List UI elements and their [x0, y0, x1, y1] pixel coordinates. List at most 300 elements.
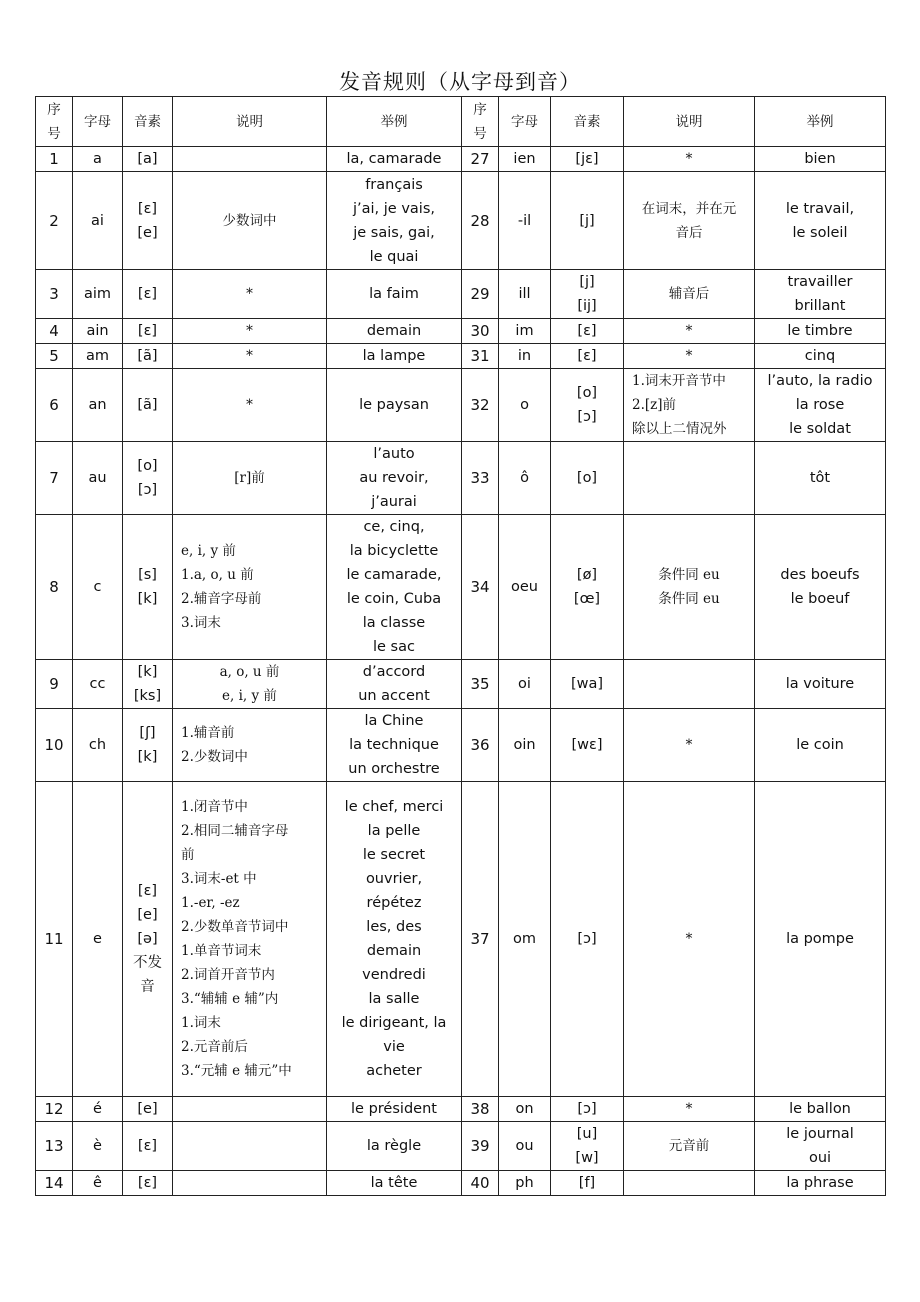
phoneme-cell [551, 369, 624, 442]
phoneme-cell-line: [ã] [137, 397, 158, 413]
table-row [36, 515, 886, 660]
table-row [36, 1171, 886, 1196]
header-phoneme-right: 音素 [551, 97, 624, 147]
phoneme-cell-line: [e] [137, 224, 158, 241]
note-cell [624, 319, 755, 344]
phoneme-cell-line: [o] [576, 385, 598, 401]
note-cell-line: 音后 [675, 224, 703, 241]
examples-cell-line: la lampe [362, 348, 426, 364]
examples-cell-line: ouvrier, [365, 871, 423, 887]
letter-cell: in [499, 344, 551, 369]
letter-cell: on [499, 1097, 551, 1122]
examples-cell-line: le sac [373, 639, 415, 655]
phoneme-cell-line: [w] [575, 1150, 599, 1166]
note-cell [173, 344, 327, 369]
row-number: 29 [462, 270, 499, 319]
phoneme-cell-line: [ks] [133, 688, 162, 704]
pronunciation-table [35, 96, 886, 1196]
examples-cell-line: je sais, gai, [353, 224, 435, 241]
examples-cell-line: la rose [795, 397, 845, 413]
table-row [36, 1097, 886, 1122]
examples-cell-line: travailler [787, 274, 853, 290]
row-number: 37 [462, 782, 499, 1097]
phoneme-cell [551, 172, 624, 270]
examples-cell [755, 319, 886, 344]
examples-cell-line: le secret [362, 847, 426, 863]
note-cell-line: 2.辅音字母前 [181, 591, 262, 607]
note-cell-line: [r]前 [234, 470, 265, 486]
examples-cell-line: bien [804, 151, 836, 167]
examples-cell [755, 1122, 886, 1171]
examples-cell-line: d’accord [362, 664, 426, 680]
row-number: 33 [462, 442, 499, 515]
header-letter-right: 字母 [499, 97, 551, 147]
row-number: 31 [462, 344, 499, 369]
note-cell [173, 1122, 327, 1171]
phoneme-cell-line: [j] [579, 274, 595, 290]
note-cell-line: 1.-er, -ez [181, 895, 240, 911]
phoneme-cell [123, 660, 173, 709]
note-cell-line: * [685, 931, 693, 947]
examples-cell [327, 1171, 462, 1196]
phoneme-cell-line: [ɔ] [577, 409, 597, 425]
table-row [36, 344, 886, 369]
note-cell [173, 660, 327, 709]
row-number: 38 [462, 1097, 499, 1122]
examples-cell-line: le paysan [359, 397, 429, 413]
note-cell-line: * [685, 1101, 693, 1117]
note-cell [624, 660, 755, 709]
letter-cell: ain [73, 319, 123, 344]
phoneme-cell-line: [e] [137, 1101, 158, 1117]
table-row [36, 442, 886, 515]
phoneme-cell [551, 709, 624, 782]
phoneme-cell [551, 660, 624, 709]
phoneme-cell-line: [jɛ] [575, 151, 599, 167]
note-cell-line: 2.少数词中 [181, 749, 248, 765]
phoneme-cell-line: [e] [137, 907, 158, 923]
note-cell [624, 1097, 755, 1122]
phoneme-cell-line: [o] [576, 470, 598, 486]
phoneme-cell-line: [ɛ] [137, 200, 158, 217]
note-cell-line: 元音前 [668, 1138, 710, 1154]
examples-cell-line: la voiture [785, 676, 855, 692]
row-number: 1 [36, 147, 73, 172]
letter-cell: oi [499, 660, 551, 709]
note-cell [173, 270, 327, 319]
examples-cell [327, 270, 462, 319]
row-number: 36 [462, 709, 499, 782]
examples-cell-line: le camarade, [346, 567, 442, 583]
note-cell [624, 344, 755, 369]
phoneme-cell-line: [ɔ] [137, 482, 158, 498]
phoneme-cell-line: [ɛ] [137, 286, 158, 302]
examples-cell-line: oui [808, 1150, 832, 1166]
note-cell [624, 515, 755, 660]
letter-cell: ien [499, 147, 551, 172]
note-cell [173, 515, 327, 660]
row-number: 34 [462, 515, 499, 660]
note-cell [624, 270, 755, 319]
header-note-right: 说明 [624, 97, 755, 147]
phoneme-cell [123, 319, 173, 344]
examples-cell-line: la tête [370, 1175, 418, 1191]
row-number: 6 [36, 369, 73, 442]
phoneme-cell [123, 1171, 173, 1196]
row-number: 27 [462, 147, 499, 172]
letter-cell: ill [499, 270, 551, 319]
phoneme-cell [123, 147, 173, 172]
examples-cell [755, 344, 886, 369]
row-number: 32 [462, 369, 499, 442]
examples-cell-line: un orchestre [348, 761, 440, 777]
phoneme-cell [123, 369, 173, 442]
examples-cell [327, 660, 462, 709]
note-cell-line: a, o, u 前 [219, 664, 280, 680]
letter-cell: om [499, 782, 551, 1097]
header-phoneme-left: 音素 [123, 97, 173, 147]
examples-cell-line: acheter [366, 1063, 422, 1079]
examples-cell-line: demain [366, 943, 422, 959]
letter-cell: è [73, 1122, 123, 1171]
examples-cell-line: le coin, Cuba [346, 591, 442, 607]
header-examples-left: 举例 [327, 97, 462, 147]
row-number: 14 [36, 1171, 73, 1196]
letter-cell: ph [499, 1171, 551, 1196]
examples-cell [755, 369, 886, 442]
examples-cell-line: la faim [369, 286, 419, 302]
phoneme-cell-line: [k] [137, 664, 158, 680]
examples-cell-line: la Chine [364, 713, 424, 729]
examples-cell-line: le boeuf [790, 591, 850, 607]
phoneme-cell [123, 1122, 173, 1171]
examples-cell [755, 515, 886, 660]
phoneme-cell-line: 不发 [133, 955, 162, 971]
examples-cell-line: demain [366, 323, 422, 339]
examples-cell-line: la technique [349, 737, 439, 753]
note-cell-line: * [685, 737, 693, 753]
examples-cell-line: français [365, 176, 423, 193]
phoneme-cell-line: [ɛ] [137, 883, 158, 899]
phoneme-cell [123, 344, 173, 369]
note-cell [624, 709, 755, 782]
phoneme-cell [123, 782, 173, 1097]
letter-cell: oin [499, 709, 551, 782]
phoneme-cell-line: [ɔ] [577, 931, 597, 947]
letter-cell: ê [73, 1171, 123, 1196]
examples-cell-line: le président [351, 1101, 437, 1117]
phoneme-cell-line: [s] [138, 567, 157, 583]
phoneme-cell [123, 1097, 173, 1122]
examples-cell [755, 709, 886, 782]
examples-cell-line: des boeufs [780, 567, 860, 583]
note-cell-line: * [685, 323, 693, 339]
letter-cell: aim [73, 270, 123, 319]
phoneme-cell [551, 147, 624, 172]
note-cell-line: e, i, y 前 [181, 543, 236, 559]
note-cell-line: 少数词中 [222, 212, 277, 229]
examples-cell-line: la salle [368, 991, 420, 1007]
phoneme-cell-line: [u] [576, 1126, 598, 1142]
header-note-left: 说明 [173, 97, 327, 147]
phoneme-cell-line: [ɛ] [577, 348, 597, 364]
note-cell [173, 172, 327, 270]
phoneme-cell-line: [wa] [570, 676, 604, 692]
phoneme-cell-line: [k] [137, 591, 158, 607]
letter-cell: o [499, 369, 551, 442]
letter-cell: an [73, 369, 123, 442]
examples-cell-line: le chef, merci [344, 799, 444, 815]
phoneme-cell-line: [o] [137, 458, 158, 474]
phoneme-cell-line: [k] [137, 749, 158, 765]
letter-cell: é [73, 1097, 123, 1122]
row-number: 5 [36, 344, 73, 369]
examples-cell-line: répétez [366, 895, 422, 911]
examples-cell-line: la, camarade [346, 151, 442, 167]
note-cell-line: 3.“元辅 e 辅元”中 [181, 1063, 292, 1079]
note-cell-line: 3.词末-et 中 [181, 871, 257, 887]
phoneme-cell [551, 515, 624, 660]
note-cell-line: 1.词末 [181, 1015, 221, 1031]
phoneme-cell [123, 270, 173, 319]
phoneme-cell-line: [j] [579, 212, 595, 229]
note-cell [173, 1097, 327, 1122]
examples-cell [327, 1122, 462, 1171]
note-cell-line: 1.闭音节中 [181, 799, 248, 815]
note-cell-line: 2.元音前后 [181, 1039, 248, 1055]
examples-cell-line: la bicyclette [349, 543, 439, 559]
table-row [36, 660, 886, 709]
examples-cell-line: le journal [786, 1126, 854, 1142]
header-char: 序 [47, 101, 61, 118]
note-cell [624, 369, 755, 442]
examples-cell-line: les, des [366, 919, 422, 935]
examples-cell [327, 172, 462, 270]
header-row [36, 97, 886, 147]
note-cell-line: 条件同 eu [658, 591, 720, 607]
examples-cell [755, 442, 886, 515]
examples-cell [755, 147, 886, 172]
examples-cell [755, 270, 886, 319]
examples-cell-line: l’auto, la radio [767, 373, 873, 389]
examples-cell-line: le soleil [792, 224, 848, 241]
examples-cell-line: un accent [358, 688, 430, 704]
phoneme-cell-line: 音 [140, 979, 155, 995]
phoneme-cell [551, 319, 624, 344]
examples-cell-line: la phrase [786, 1175, 854, 1191]
examples-cell-line: le ballon [789, 1101, 851, 1117]
letter-cell: ai [73, 172, 123, 270]
note-cell-line: * [246, 397, 253, 413]
note-cell-line: 2.少数单音节词中 [181, 919, 289, 935]
letter-cell: ch [73, 709, 123, 782]
note-cell-line: 1.a, o, u 前 [181, 567, 254, 583]
note-cell [173, 442, 327, 515]
examples-cell-line: la pelle [367, 823, 421, 839]
note-cell-line: 2.词首开音节内 [181, 967, 275, 983]
examples-cell [755, 1171, 886, 1196]
note-cell [173, 1171, 327, 1196]
examples-cell-line: j’aurai [371, 494, 417, 510]
note-cell-line: * [685, 151, 693, 167]
examples-cell-line: j’ai, je vais, [353, 200, 435, 217]
phoneme-cell-line: [ɛ] [577, 323, 597, 339]
examples-cell [327, 442, 462, 515]
table-row [36, 1122, 886, 1171]
examples-cell [327, 369, 462, 442]
letter-cell: -il [499, 172, 551, 270]
examples-cell [327, 344, 462, 369]
examples-cell [755, 172, 886, 270]
note-cell-line: 1.单音节词末 [181, 943, 262, 959]
phoneme-cell-line: [ij] [577, 298, 597, 314]
phoneme-cell-line: [f] [578, 1175, 596, 1191]
phoneme-cell-line: [ə] [137, 931, 158, 947]
row-number: 3 [36, 270, 73, 319]
table-row [36, 319, 886, 344]
letter-cell: ô [499, 442, 551, 515]
note-cell-line: 条件同 eu [658, 567, 720, 583]
note-cell [624, 147, 755, 172]
phoneme-cell [123, 172, 173, 270]
examples-cell-line: le coin [796, 737, 844, 753]
table-row [36, 369, 886, 442]
phoneme-cell-line: [ɛ] [137, 1175, 158, 1191]
note-cell-line: 2.相同二辅音字母 [181, 823, 289, 839]
table-row [36, 709, 886, 782]
note-cell [624, 1122, 755, 1171]
examples-cell-line: la classe [362, 615, 426, 631]
table-row [36, 172, 886, 270]
note-cell [624, 782, 755, 1097]
letter-cell: ou [499, 1122, 551, 1171]
phoneme-cell [551, 270, 624, 319]
examples-cell [327, 319, 462, 344]
phoneme-cell-line: [ɛ] [137, 323, 158, 339]
examples-cell [755, 660, 886, 709]
examples-cell-line: au revoir, [359, 470, 429, 486]
letter-cell: oeu [499, 515, 551, 660]
row-number: 9 [36, 660, 73, 709]
note-cell [173, 782, 327, 1097]
phoneme-cell-line: [ø] [576, 567, 598, 583]
letter-cell: c [73, 515, 123, 660]
examples-cell-line: brillant [794, 298, 846, 314]
note-cell-line: 除以上二情况外 [632, 421, 727, 437]
phoneme-cell-line: [ɔ] [577, 1101, 597, 1117]
phoneme-cell-line: [ɛ] [137, 1138, 158, 1154]
row-number: 40 [462, 1171, 499, 1196]
header-num-right [462, 97, 499, 147]
examples-cell-line: le dirigeant, la [341, 1015, 447, 1031]
phoneme-cell [123, 442, 173, 515]
examples-cell [327, 147, 462, 172]
row-number: 7 [36, 442, 73, 515]
examples-cell [755, 782, 886, 1097]
examples-cell-line: tôt [809, 470, 831, 486]
row-number: 28 [462, 172, 499, 270]
table-row [36, 147, 886, 172]
note-cell [173, 709, 327, 782]
note-cell-line: 辅音后 [668, 286, 710, 302]
phoneme-cell [551, 442, 624, 515]
note-cell-line: * [246, 286, 253, 302]
note-cell-line: 2.[z]前 [632, 397, 677, 413]
note-cell [173, 319, 327, 344]
phoneme-cell [123, 515, 173, 660]
examples-cell-line: le quai [369, 248, 419, 265]
examples-cell [327, 515, 462, 660]
header-char: 号 [473, 125, 487, 142]
examples-cell-line: le travail, [785, 200, 855, 217]
phoneme-cell [551, 782, 624, 1097]
note-cell-line: 3.词末 [181, 615, 221, 631]
examples-cell-line: le timbre [787, 323, 853, 339]
phoneme-cell [551, 1122, 624, 1171]
phoneme-cell-line: [ʃ] [139, 725, 156, 741]
phoneme-cell [551, 1171, 624, 1196]
note-cell-line: * [246, 323, 253, 339]
header-char: 号 [47, 125, 61, 142]
row-number: 12 [36, 1097, 73, 1122]
letter-cell: au [73, 442, 123, 515]
row-number: 39 [462, 1122, 499, 1171]
row-number: 10 [36, 709, 73, 782]
phoneme-cell [123, 709, 173, 782]
note-cell-line: 在词末，并在元 [641, 200, 737, 217]
note-cell-line: 前 [181, 847, 195, 863]
note-cell [173, 147, 327, 172]
note-cell [624, 1171, 755, 1196]
letter-cell: a [73, 147, 123, 172]
note-cell-line: * [246, 348, 253, 364]
phoneme-cell-line: [ã] [137, 348, 158, 364]
examples-cell-line: cinq [804, 348, 836, 364]
phoneme-cell [551, 344, 624, 369]
examples-cell-line: le soldat [789, 421, 851, 437]
examples-cell [327, 782, 462, 1097]
note-cell [624, 172, 755, 270]
examples-cell [755, 1097, 886, 1122]
phoneme-cell-line: [wɛ] [571, 737, 603, 753]
phoneme-cell [551, 1097, 624, 1122]
phoneme-cell-line: [œ] [573, 591, 601, 607]
header-num-left [36, 97, 73, 147]
letter-cell: e [73, 782, 123, 1097]
examples-cell-line: vie [383, 1039, 405, 1055]
row-number: 13 [36, 1122, 73, 1171]
note-cell-line: 3.“辅辅 e 辅”内 [181, 991, 279, 1007]
examples-cell-line: l’auto [373, 446, 415, 462]
examples-cell-line: la pompe [786, 931, 854, 947]
letter-cell: cc [73, 660, 123, 709]
examples-cell [327, 709, 462, 782]
letter-cell: im [499, 319, 551, 344]
row-number: 8 [36, 515, 73, 660]
note-cell [624, 442, 755, 515]
header-char: 序 [473, 101, 487, 118]
examples-cell [327, 1097, 462, 1122]
examples-cell-line: vendredi [362, 967, 426, 983]
examples-cell-line: ce, cinq, [363, 519, 425, 535]
note-cell-line: 1.辅音前 [181, 725, 235, 741]
header-letter-left: 字母 [73, 97, 123, 147]
row-number: 35 [462, 660, 499, 709]
note-cell-line: e, i, y 前 [222, 688, 277, 704]
examples-cell-line: la règle [366, 1138, 422, 1154]
note-cell-line: 1.词末开音节中 [632, 373, 726, 389]
letter-cell: am [73, 344, 123, 369]
